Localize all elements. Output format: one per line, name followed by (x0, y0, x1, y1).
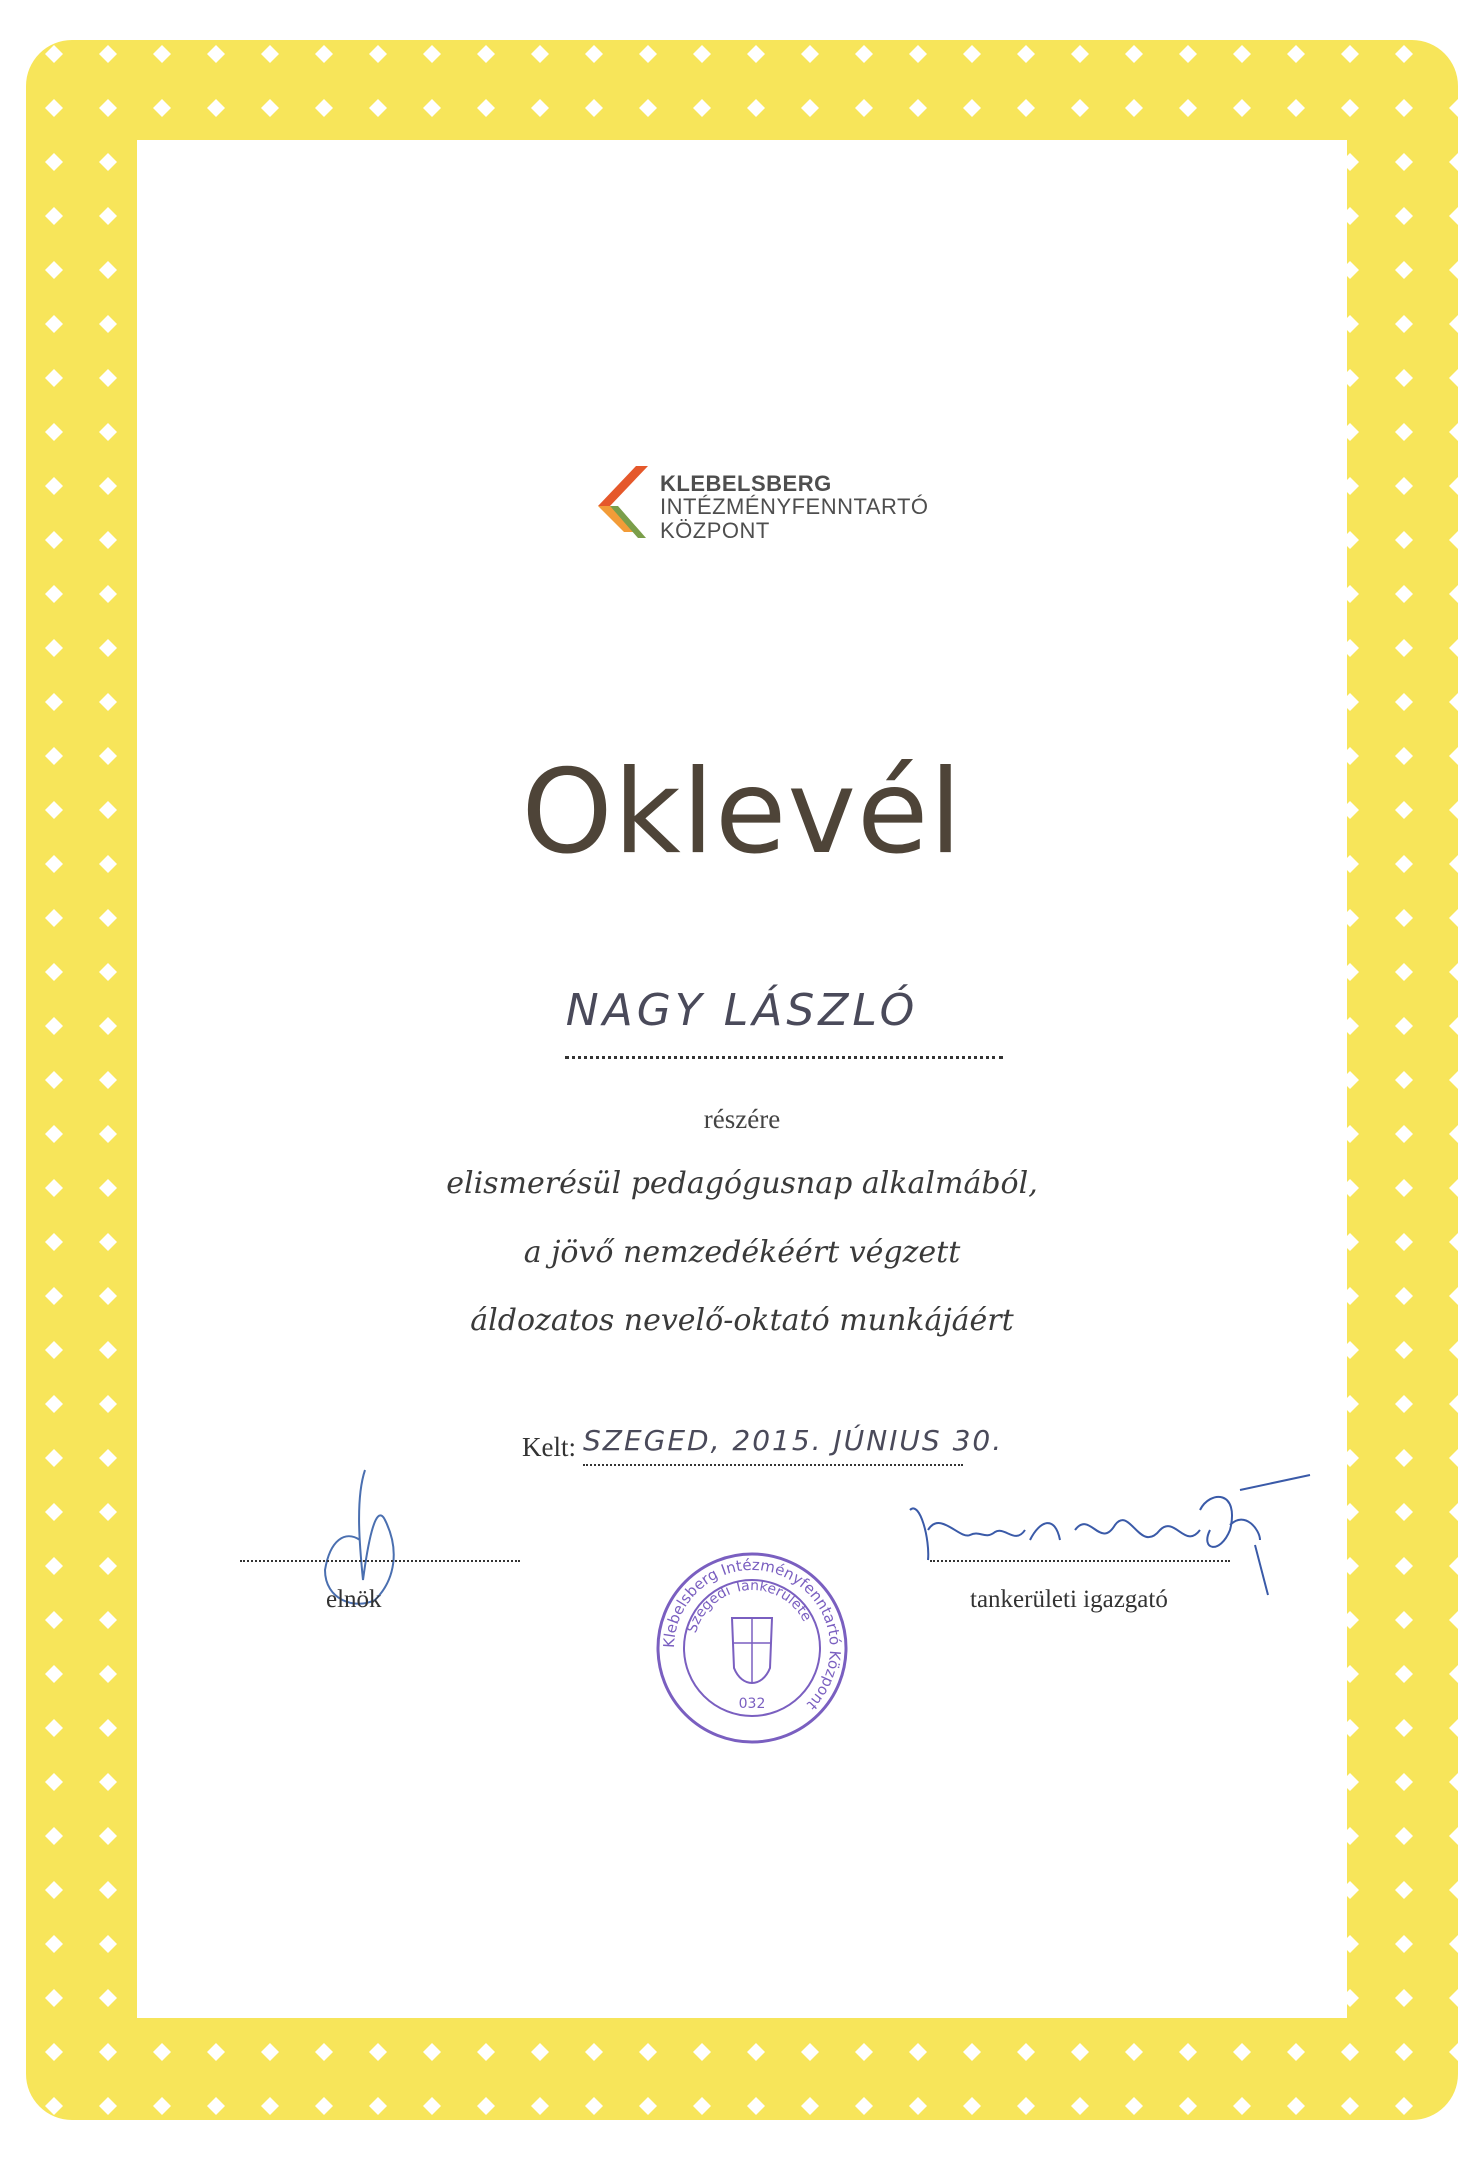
kelt-date-value: SZEGED, 2015. JÚNIUS 30. (583, 1424, 1004, 1457)
klebelsberg-logo-icon (596, 466, 656, 546)
stamp-outer-text: Klebelsberg Intézményfenntartó Központ (659, 1555, 845, 1714)
logo-text-intezmenyfenntarto: INTÉZMÉNYFENNTARTÓ (660, 494, 929, 519)
chairman-role-label: elnök (326, 1586, 382, 1613)
kelt-dotted-line (583, 1464, 963, 1466)
stamp-number: 032 (738, 1696, 766, 1712)
stamp-inner-text: Szegedi Tankerülete (684, 1577, 815, 1635)
body-line-1: elismerésül pedagógusnap alkalmából, (446, 1166, 1038, 1201)
kelt-label: Kelt: (522, 1432, 576, 1462)
director-dotted-line (930, 1560, 1230, 1562)
reszere-text: részére (703, 1104, 781, 1134)
certificate-title: Oklevél (521, 745, 963, 880)
body-line-2: a jövő nemzedékéért végzett (523, 1235, 961, 1270)
official-stamp (652, 1548, 852, 1748)
recipient-dotted-line (565, 1056, 1003, 1059)
logo-text-kozpont: KÖZPONT (660, 518, 770, 543)
body-line-3: áldozatos nevelő-oktató munkájáért (470, 1303, 1014, 1338)
recipient-name: NAGY LÁSZLÓ (565, 985, 919, 1036)
director-role-label: tankerületi igazgató (970, 1586, 1168, 1613)
director-signature (900, 1470, 1320, 1640)
logo-text-klebelsberg: KLEBELSBERG (660, 471, 832, 496)
chairman-dotted-line (240, 1560, 520, 1562)
